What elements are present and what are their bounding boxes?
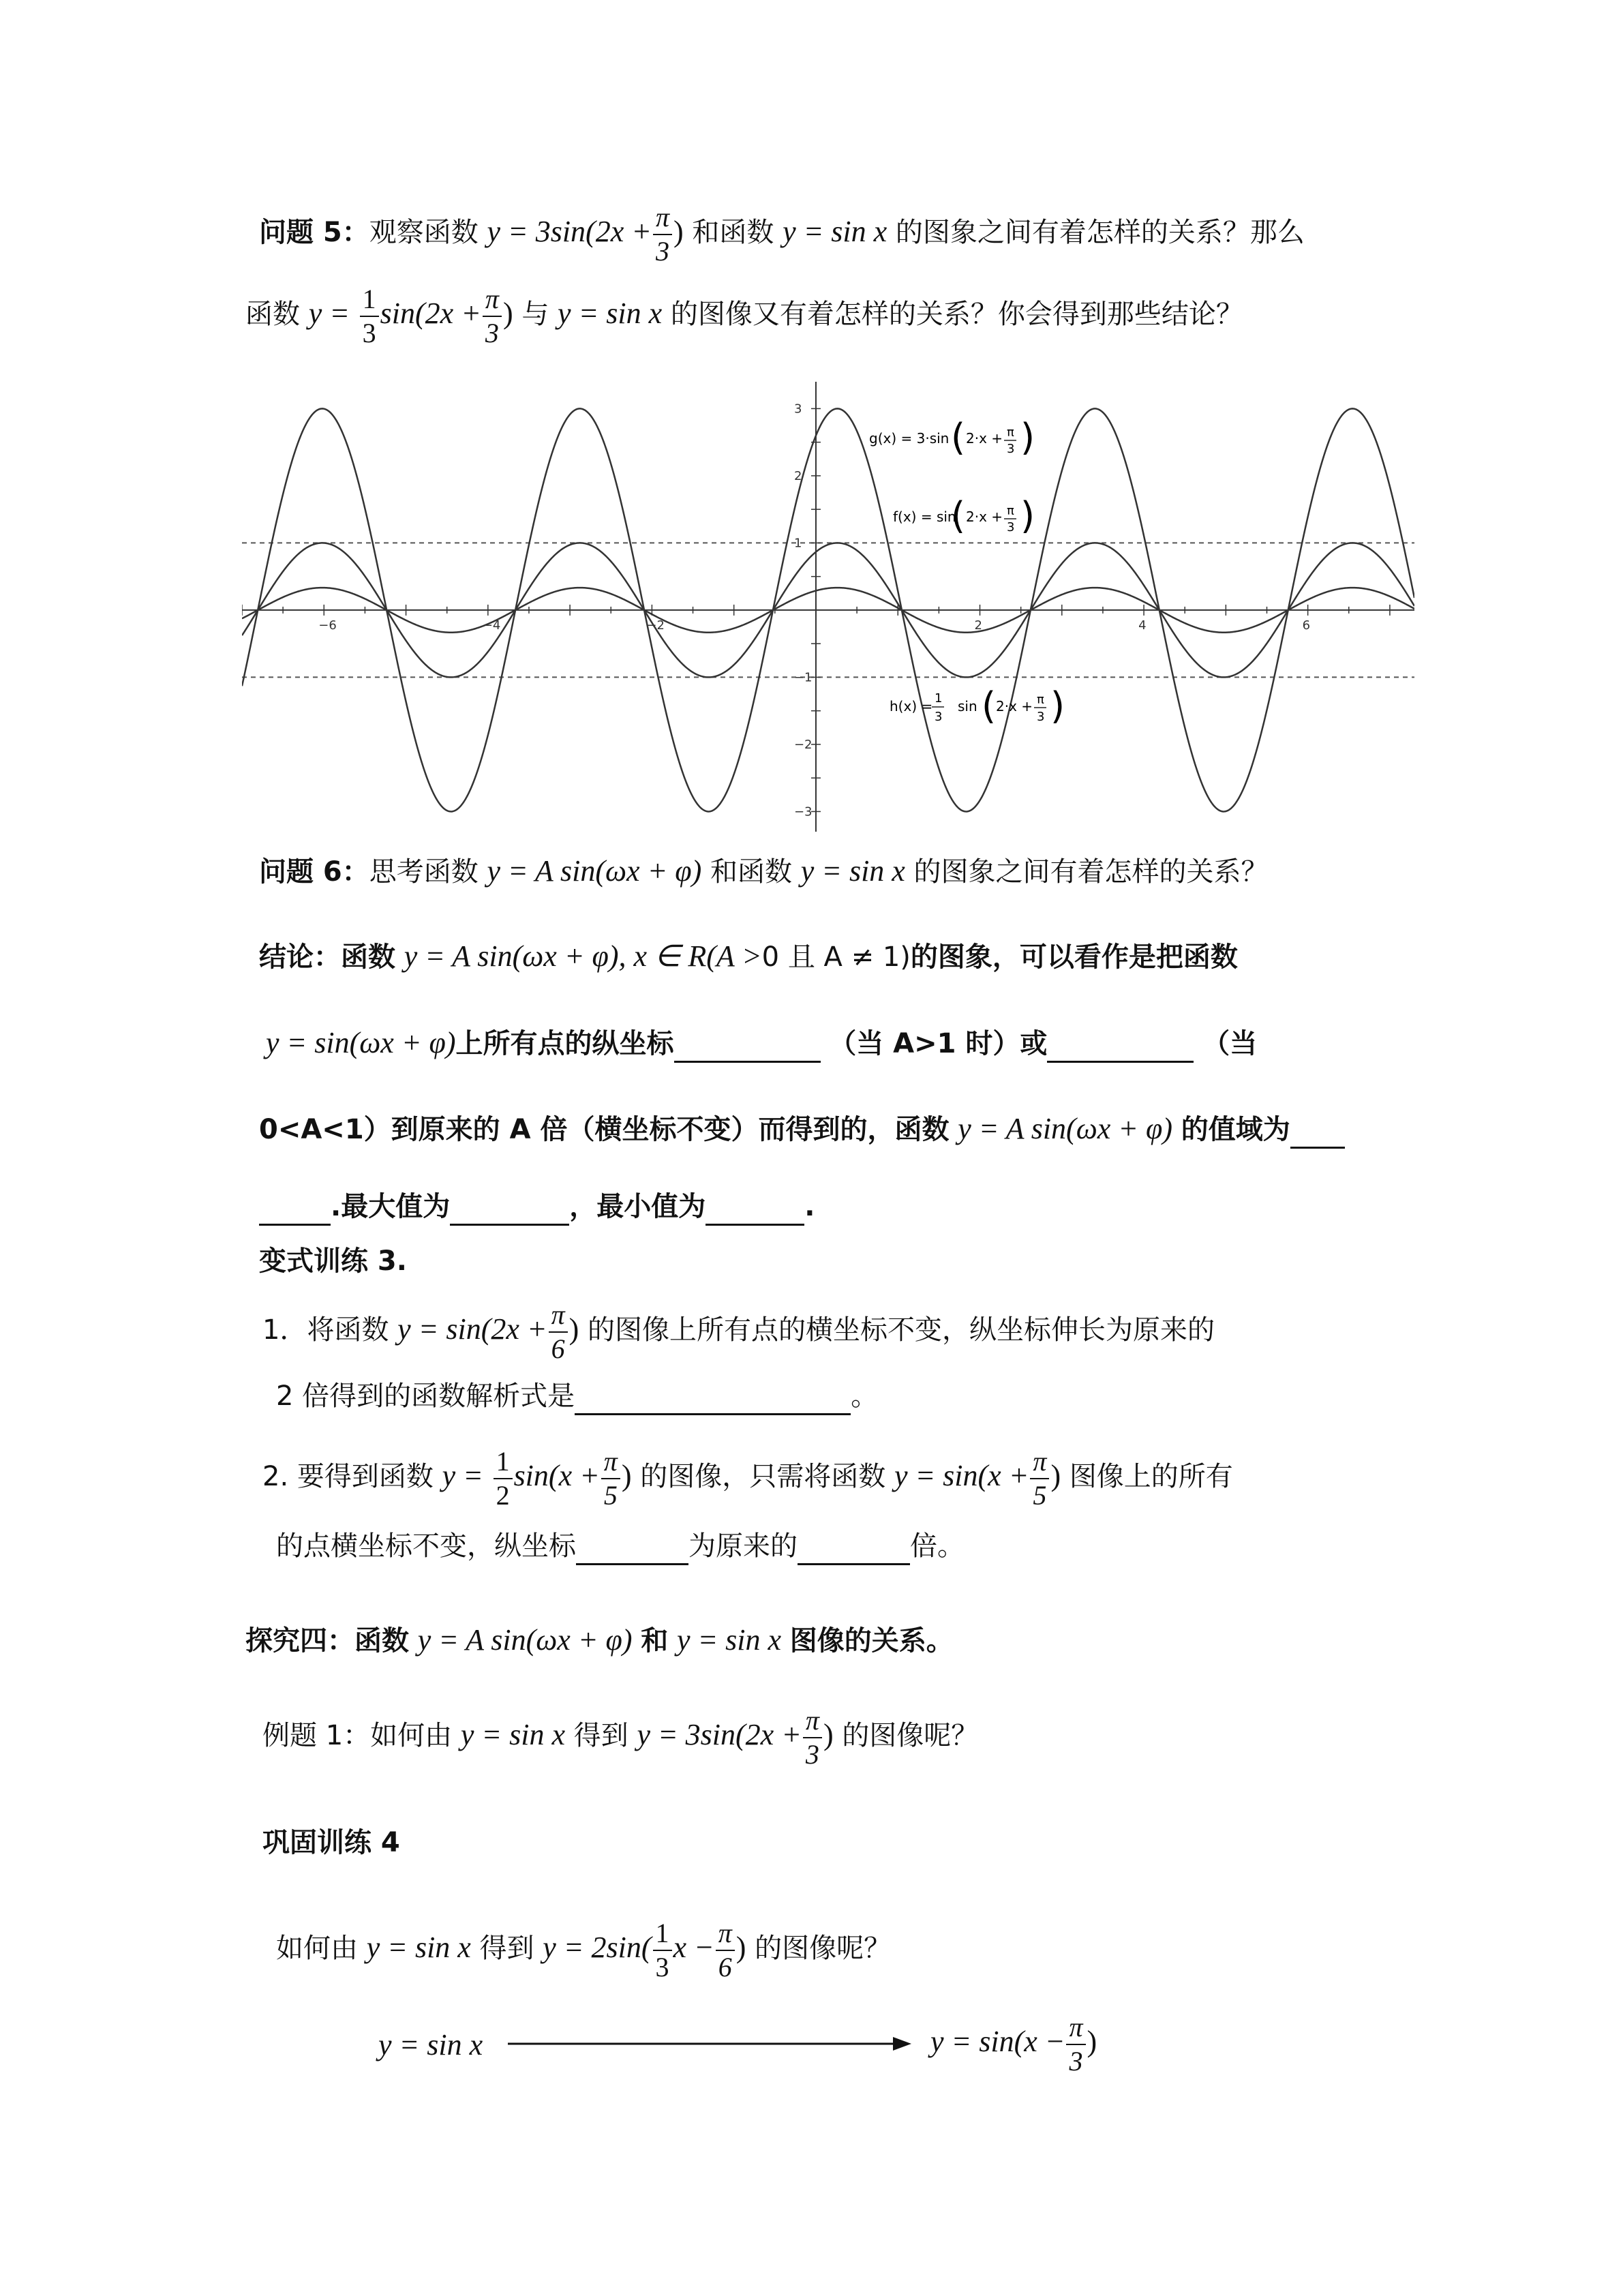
numerator: π [1066, 2011, 1085, 2045]
formula: y = sin(2x + [397, 1312, 547, 1346]
label-g-prefix: g(x) = 3·sin [869, 430, 950, 447]
label-g [869, 416, 1035, 459]
transform-arrow [508, 2030, 913, 2057]
formula: y = sin(x + [894, 1459, 1029, 1492]
formula: y = sin x [558, 297, 663, 330]
text: （当 [1202, 1028, 1258, 1059]
formula: y = sin x [378, 2028, 483, 2061]
x-tick-label: −6 [318, 618, 337, 633]
text: 的图象之间有着怎样的关系？ [913, 856, 1269, 888]
y-tick-label: −2 [793, 737, 813, 752]
label-paren: ) [1020, 494, 1035, 537]
blank-field[interactable] [259, 1194, 331, 1226]
variant-3-title: 变式训练 3. [259, 1245, 407, 1277]
formula: y = sin x [460, 1718, 565, 1751]
denominator: 3 [655, 236, 669, 267]
numerator: π [601, 1445, 620, 1479]
numerator: 1 [494, 1445, 513, 1479]
text: 如何由 [276, 1933, 358, 1964]
y-tick-label: 3 [793, 402, 802, 417]
formula: y = A sin(ωx + φ) [958, 1112, 1172, 1145]
explore-4-label: 探究四： [245, 1625, 354, 1657]
text: 与 [521, 299, 549, 330]
text: 的图象，可以看作是把函数 [910, 941, 1238, 973]
label-h-prefix: h(x) = [890, 698, 933, 714]
denominator: 5 [1033, 1480, 1047, 1511]
text: 为原来的 [688, 1530, 798, 1562]
fraction [483, 283, 502, 350]
arrow-to-formula [930, 2011, 1097, 2078]
text: 的图像，只需将函数 [640, 1461, 886, 1492]
conclusion-line-1 [259, 937, 1238, 976]
fraction [653, 201, 672, 268]
explore-4 [245, 1621, 954, 1660]
formula: y = [442, 1459, 483, 1492]
denominator: 3 [655, 1952, 669, 1982]
text: 倍。 [910, 1530, 965, 1562]
x-tick-label: −4 [482, 618, 501, 633]
numerator: π [653, 201, 672, 235]
example-1 [262, 1704, 978, 1771]
fraction [549, 1299, 568, 1365]
conclusion-line-3 [259, 1110, 1345, 1149]
text: 观察函数 [369, 217, 479, 248]
fraction [1066, 2011, 1085, 2078]
blank-field[interactable] [450, 1194, 569, 1226]
label-f-prefix: f(x) = sin [893, 509, 956, 525]
x-tick-label: −2 [646, 618, 665, 633]
label-paren: ( [951, 416, 966, 459]
label-paren: ) [1050, 684, 1065, 727]
text: ，最小值为 [569, 1191, 706, 1222]
conclusion-label: 结论： [259, 941, 341, 973]
formula: ) [621, 1459, 632, 1492]
numerator: π [1030, 1445, 1049, 1479]
blank-field[interactable] [575, 1383, 851, 1415]
arrow-from-formula [378, 2026, 483, 2065]
text: 图像的关系。 [789, 1625, 954, 1657]
formula: y = A sin(ωx + φ) [417, 1623, 633, 1657]
fraction [716, 1917, 735, 1984]
text: 函数 [354, 1625, 409, 1657]
x-tick-label: 6 [1302, 618, 1311, 633]
denominator: 6 [551, 1333, 565, 1364]
text: 的图像呢？ [842, 1720, 979, 1751]
fraction [803, 1704, 822, 1771]
text: . [804, 1191, 815, 1222]
y-tick-label: −1 [793, 670, 813, 685]
question-6-label: 问题 6： [259, 856, 369, 888]
numerator: π [716, 1917, 735, 1951]
text: 1．将函数 [262, 1314, 389, 1346]
formula: ) [502, 297, 513, 330]
numerator: π [803, 1704, 822, 1738]
blank-field[interactable] [798, 1533, 910, 1565]
formula: y = sin x [800, 854, 905, 888]
formula: x − [673, 1931, 714, 1964]
fraction [360, 283, 379, 350]
text: 的图像呢？ [755, 1933, 892, 1964]
text: .最大值为 [331, 1191, 451, 1222]
formula: y = 3sin(2x + [637, 1718, 802, 1751]
formula: y = sin x [676, 1623, 782, 1657]
text: 的值域为 [1181, 1114, 1290, 1145]
text: 例题 1：如何由 [262, 1720, 453, 1751]
question-5-label: 问题 5： [259, 217, 369, 248]
formula: sin(2x + [380, 297, 481, 330]
text: 思考函数 [369, 856, 479, 888]
fraction [653, 1917, 672, 1984]
label-paren: ( [982, 684, 997, 727]
text: 函数 [341, 941, 395, 973]
label-h [890, 684, 1065, 727]
text: 得到 [479, 1933, 534, 1964]
label-paren: ( [951, 494, 966, 537]
label-f [893, 494, 1035, 537]
formula: y = 3sin(2x + [487, 215, 652, 248]
denominator: 5 [603, 1480, 618, 1511]
label-h-coef-num: 1 [935, 691, 943, 706]
formula: ) [568, 1312, 579, 1346]
x-tick-label: 4 [1138, 618, 1147, 633]
formula: y = sin(ωx + φ) [266, 1026, 456, 1059]
formula: y = A sin(ωx + φ) [487, 854, 702, 888]
question-5-line-2 [245, 283, 1243, 350]
blank-field[interactable] [1047, 1031, 1194, 1063]
variant-3-item-1 [262, 1299, 1215, 1365]
text: 。 [851, 1380, 879, 1412]
blank-field[interactable] [1290, 1117, 1345, 1149]
text: 2 倍得到的函数解析式是 [276, 1380, 575, 1412]
formula: ) [1050, 1459, 1061, 1492]
text: 的图象之间有着怎样的关系？那么 [895, 217, 1305, 248]
y-tick-label: 2 [793, 468, 802, 483]
denominator: 3 [362, 318, 376, 348]
label-h-mid: sin [958, 698, 977, 714]
label-h-coef-den: 3 [935, 710, 943, 724]
label-g-den: 3 [1007, 442, 1015, 456]
text: 2. 要得到函数 [262, 1461, 434, 1492]
denominator: 3 [485, 318, 499, 348]
y-tick-label: 1 [793, 536, 802, 551]
text: 0 且 A ≠ 1) [761, 941, 911, 973]
label-f-inner: 2·x + [966, 509, 1003, 525]
formula: y = A sin(ωx + φ), x ∈ R(A > [404, 939, 762, 973]
formula: ) [1087, 2025, 1097, 2058]
numerator: 1 [360, 283, 379, 317]
label-g-inner: 2·x + [966, 430, 1003, 447]
formula: sin(x + [513, 1459, 600, 1492]
formula: ) [673, 215, 684, 248]
denominator: 3 [1069, 2046, 1083, 2076]
text: 和函数 [692, 217, 774, 248]
text: （当 A>1 时）或 [829, 1028, 1048, 1059]
text: 上所有点的纵坐标 [455, 1028, 674, 1059]
blank-field[interactable] [576, 1533, 688, 1565]
denominator: 6 [718, 1952, 732, 1982]
label-g-num: π [1007, 425, 1014, 440]
x-tick-label: 2 [974, 618, 982, 633]
text: 图像上的所有 [1069, 1461, 1233, 1492]
formula: ) [735, 1931, 746, 1964]
variant-3-item-2-line-2 [276, 1527, 965, 1565]
formula: y = sin x [783, 215, 888, 248]
variant-3-item-2 [262, 1445, 1233, 1512]
question-6 [259, 852, 1269, 891]
fraction [1030, 1445, 1049, 1512]
label-f-num: π [1007, 504, 1014, 518]
text: 的图像又有着怎样的关系？你会得到那些结论？ [670, 299, 1243, 330]
blank-field[interactable] [674, 1031, 821, 1063]
numerator: π [483, 283, 502, 317]
text: 和 [641, 1625, 669, 1657]
denominator: 2 [496, 1480, 510, 1511]
fraction [494, 1445, 513, 1512]
consolidate-4-question [276, 1917, 891, 1984]
y-tick-label: −3 [793, 804, 813, 819]
blank-field[interactable] [706, 1194, 804, 1226]
consolidate-4-title: 巩固训练 4 [262, 1827, 400, 1858]
text: 0<A<1）到原来的 A 倍（横坐标不变）而得到的，函数 [259, 1114, 950, 1145]
formula: y = 2sin( [543, 1931, 652, 1964]
fraction [601, 1445, 620, 1512]
conclusion-line-4 [259, 1188, 815, 1226]
variant-3-item-1-line-2 [276, 1377, 878, 1415]
text: 和函数 [710, 856, 792, 888]
conclusion-line-2 [266, 1024, 1257, 1063]
label-paren: ) [1020, 416, 1035, 459]
formula: y = sin x [366, 1931, 471, 1964]
denominator: 3 [805, 1739, 819, 1770]
text: 的点横坐标不变，纵坐标 [276, 1530, 576, 1562]
question-5-line-1 [259, 201, 1305, 268]
numerator: π [549, 1299, 568, 1333]
label-h-inner: 2·x + [996, 698, 1033, 714]
label-h-num: π [1037, 693, 1044, 707]
formula: y = sin(x − [930, 2025, 1065, 2058]
text: 的图像上所有点的横坐标不变，纵坐标伸长为原来的 [588, 1314, 1215, 1346]
formula: y = [308, 297, 350, 330]
sine-graph [242, 382, 1414, 832]
numerator: 1 [653, 1917, 672, 1951]
text: 得到 [573, 1720, 628, 1751]
label-f-den: 3 [1007, 520, 1015, 534]
label-h-den: 3 [1037, 710, 1045, 724]
text: 函数 [245, 299, 300, 330]
formula: ) [823, 1718, 834, 1751]
